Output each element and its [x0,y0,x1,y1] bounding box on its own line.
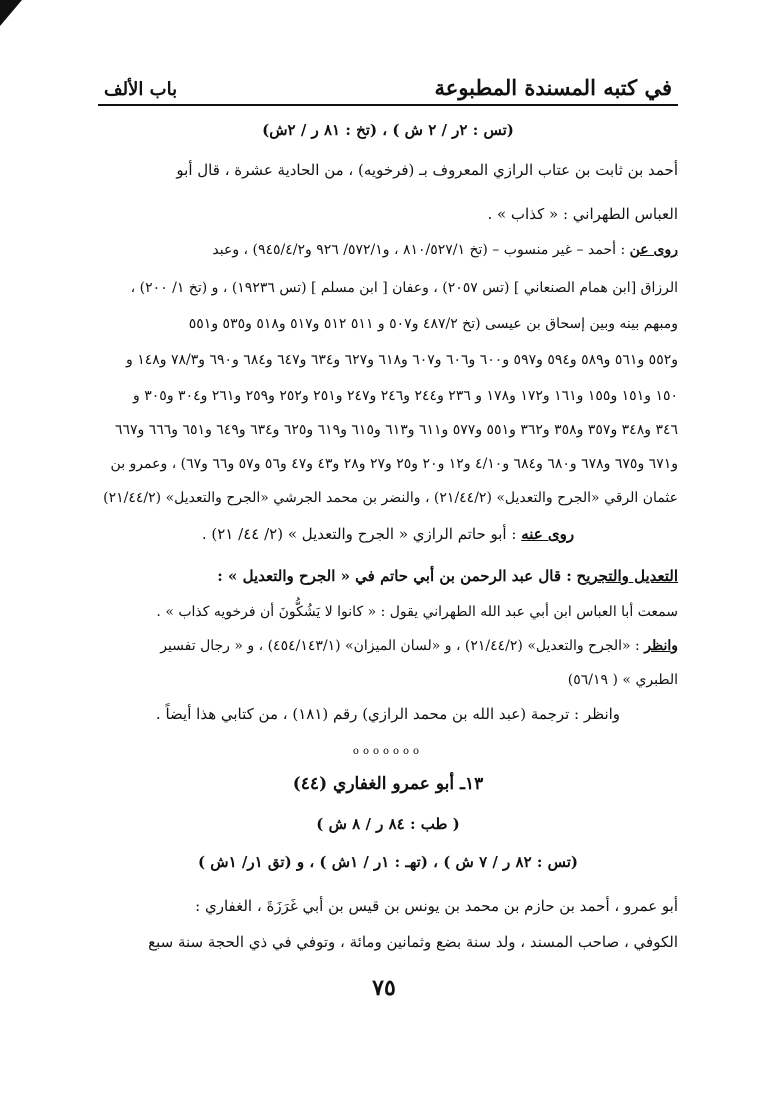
rawa-anhu-line [98,524,678,544]
running-header [98,62,678,106]
rawa-an-line8: عثمان الرقي «الجرح والتعديل» (٢١/٤٤/٢) ، والنضر بن محمد الجرشي «الجرح والتعديل» (٢١/٤٤/٢) [103,490,678,506]
rawa-anhu-label: روى عنه [521,525,575,543]
unzur-text: : «الجرح والتعديل» (٢١/٤٤/٢) ، و «لسان الميزان» (٤٥٤/١٤٣/١) ، و « رجال تفسير [160,638,640,654]
book-title: في كتبه المسندة المطبوعة [434,75,672,100]
entry12-intro-text: أحمد بن ثابت بن عتاب الرازي المعروف بـ (فرخويه) ، من الحادية عشرة ، قال أبو [176,161,678,179]
entry12-ref-line: (تس : ٢ر / ٢ ش ) ، (تخ : ٨١ ر / ٢ش) [262,121,514,139]
entry13-body-line2: الكوفي ، صاحب المسند ، ولد سنة بضع وثمانين ومائة ، وتوفي في ذي الحجة سنة سبع [148,933,678,951]
entry12-intro-line1 [98,160,678,180]
tadil-label: التعديل والتجريح [576,567,678,585]
rawa-an-line7: و٦٧١ و٦٧٥ و٦٧٨ و٦٨٠ و٦٨٤ و٤/١٠ و١٢ و٢٠ و٢٥ و٢٧ و٢٨ و٤٣ و٤٧ و٥٦ و٥٧ و٦٦ و٦٧) ، وعمرو بن [110,456,678,472]
rawa-an-line2: الرزاق [ابن همام الصنعاني ] (تس ٢٠٥٧) ، وعفان [ ابن مسلم ] (تس ١٩٢٣٦) ، و (تخ ١/ ٢٠٠) ، [130,280,678,296]
rawa-an-line6: ٣٤٦ و٣٤٨ و٣٥٧ و٣٥٨ و٣٦٢ و٥٥١ و٥٧٧ و٦١١ و٦١٣ و٦١٥ و٦١٩ و٦٢٥ و٦٣٤ و٦٤٩ و٦٥١ و٦٦٦ و٦٦٧ [114,422,678,438]
entry13-ref2: (تس : ٨٢ ر / ٧ ش ) ، (تهـ : ١ر / ١ش ) ، و (تق ١ر/ ١ش ) [197,853,579,871]
rawa-an-line5: ١٥٠ و١٥١ و١٥٥ و١٦١ و١٧٢ و١٧٨ و ٢٣٦ و٢٤٤ و٢٤٦ و٢٤٧ و٢٥١ و٢٥٢ و٢٥٩ و٢٦١ و٣٠٤ و٣٠٥ و [133,388,678,404]
rawa-an-line4: و٥٥٢ و٥٦١ و٥٨٩ و٥٩٤ و٥٩٧ و٦٠٠ و٦٠٦ و٦٠٧ و٦١٨ و٦٢٧ و٦٣٤ و٦٤٧ و٦٨٤ و٦٩٠ و٧٨/٣ و١٤٨ و [126,352,678,368]
entry12-intro-line2: العباس الطهراني : « كذاب » . [487,205,678,223]
entry13-ref1: ( طب : ٨٤ ر / ٨ ش ) [316,815,460,833]
tadil-line2: سمعت أبا العباس ابن أبي عبد الله الطهراني يقول : « كانوا لا يَشُكُّونَ أن فرخويه كذاب » . [156,604,678,620]
unzur-line1 [98,636,678,656]
unzur-line2: الطبري » ( ٥٦/١٩) [567,672,678,688]
page-number: ٧٥ [372,975,396,1001]
rawa-anhu-text: : أبو حاتم الرازي « الجرح والتعديل » (٢/ ٤٤/ ٢١) . [201,525,517,543]
rawa-an-text: : أحمد – غير منسوب – (تخ ٨١٠/٥٢٧/١ ، و٥٧٢/١/ ٩٢٦ و٩٤٥/٤/٢) ، وعبد [212,242,626,258]
unzur-also-line: وانظر : ترجمة (عبد الله بن محمد الرازي) رقم (١٨١) ، من كتابي هذا أيضاً . [155,705,621,723]
page-body [98,62,678,951]
tadil-text: : قال عبد الرحمن بن أبي حاتم في « الجرح والتعديل » : [217,567,572,585]
entry13-body-line1: أبو عمرو ، أحمد بن حازم بن محمد بن يونس بن قيس بن أبي غَرَزَةَ ، الغفاري : [195,897,678,915]
unzur-label: وانظر [644,638,678,654]
tadil-line1 [98,566,678,586]
rawa-an-line3: ومبهم بينه وبين إسحاق بن عيسى (تخ ٤٨٧/٢ و٥٠٧ و ٥١١ ٥١٢ و٥١٧ و٥١٨ و٥٣٥ و٥٥١ [188,316,678,332]
entry13-title: ١٣ـ أبو عمرو الغفاري (٤٤) [292,774,484,794]
chapter-title: باب الألف [104,79,178,100]
corner-mark [0,0,22,26]
rawa-an-line1 [98,240,678,260]
rawa-an-label: روى عن [629,242,678,258]
section-separator: ooooooo [352,746,424,757]
